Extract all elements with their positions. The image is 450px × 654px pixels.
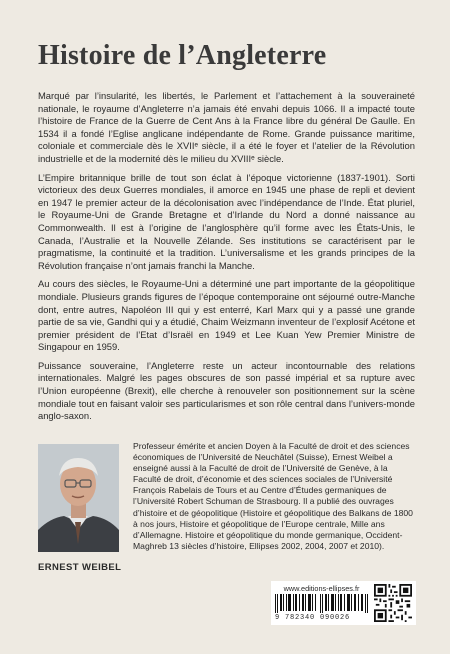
- back-cover-blurb: [38, 90, 415, 429]
- author-photo: [38, 444, 119, 552]
- blurb-paragraph: Marqué par l’insularité, les libertés, le Parlement et l’attachement à la souveraineté nationale, le royaume d’Angleterre n’a jamais été envahi depuis 1066. Il a impacté toute l’histoire de France de la Guerre de Cent Ans à la France libre du général De Gaulle. En 1534 il a fondé l’Eglise anglicane indépendante de Rome. Grande puissance maritime, coloniale et commerciale dès le XVIIᵉ siècle, il a été le foyer et l’atelier de la Révolution industrielle et de la modernité dès le milieu du XVIIIᵉ siècle.: [38, 90, 415, 164]
- barcode-box: [271, 581, 416, 625]
- book-title: Histoire de l’Angleterre: [38, 40, 327, 71]
- barcode: [275, 594, 368, 613]
- isbn-number: 9 782340 090026: [275, 614, 351, 622]
- blurb-paragraph: L’Empire britannique brille de tout son éclat à l’époque victorienne (1837-1901). Sorti victorieux des deux Guerres mondiales, il amorce en 1945 une phase de repli et devient en 1947 le premier acteur de la décolonisation avec l’indépendance de l’Inde. État pluriel, le Royaume-Uni de Grande Bretagne et d’Irlande du Nord a donné naissance au Commonwealth. Il est à l’origine de l’anglosphère qu’il forme avec les États-Unis, le Canada, l’Australie et la Nouvelle Zélande. Ses institutions se caractérisent par le pragmatisme, la continuité et la tradition. L’universalisme et les grands principes de la Révolution française n’ont jamais franchi la Manche.: [38, 171, 415, 271]
- author-name: ERNEST WEIBEL: [38, 562, 122, 573]
- blurb-paragraph: Puissance souveraine, l’Angleterre reste un acteur incontournable des relations internationales. Malgré les pages obscures de son passé impérial et sa rupture avec l’Union européenne (Brexit), elle cherche à renouveler son positionnement sur la scène mondiale tout en faisant valoir ses particularismes et son rôle central dans l’univers-monde anglo-saxon.: [38, 359, 415, 422]
- publisher-url: www.editions-ellipses.fr: [283, 584, 360, 593]
- qr-code: [374, 584, 412, 622]
- author-bio: Professeur émérite et ancien Doyen à la Faculté de droit et des sciences économiques de l’Université de Neuchâtel (Suisse), Ernest Weibel a enseigné aussi à la Faculté de droit de l’Université de Genève, à la Faculté de droit, d’économie et des sciences sociales de l’Université François Rabelais de Tours et au Centre d’Études germaniques de l’Université Robert Schuman de Strasbourg. Il a publié des ouvrages d’histoire et de géopolitique (Histoire et géopolitique des Balkans de 1800 à nos jours, Histoire et géopolitique de l’Europe centrale, Mille ans d’Allemagne. Histoire et géopolitique du monde germanique, Occident-Maghreb 13 siècles d’histoire, Ellipses 2002, 2004, 2007 et 2010).: [133, 441, 413, 551]
- blurb-paragraph: Au cours des siècles, le Royaume-Uni a déterminé une part importante de la géopolitique mondiale. Plusieurs grands figures de l’époque contemporaine ont séjourné outre-Manche dont, entre autres, Napoléon III qui y est enterré, Karl Marx qui y a passé une grande partie de sa vie, Gandhi qui y a étudié, Chaim Weizmann inventeur de l’explosif Acétone et premier président de l’Etat d’Israël en 1949 et Lee Kuan Yew Premier Ministre de Singapour en 1959.: [38, 278, 415, 353]
